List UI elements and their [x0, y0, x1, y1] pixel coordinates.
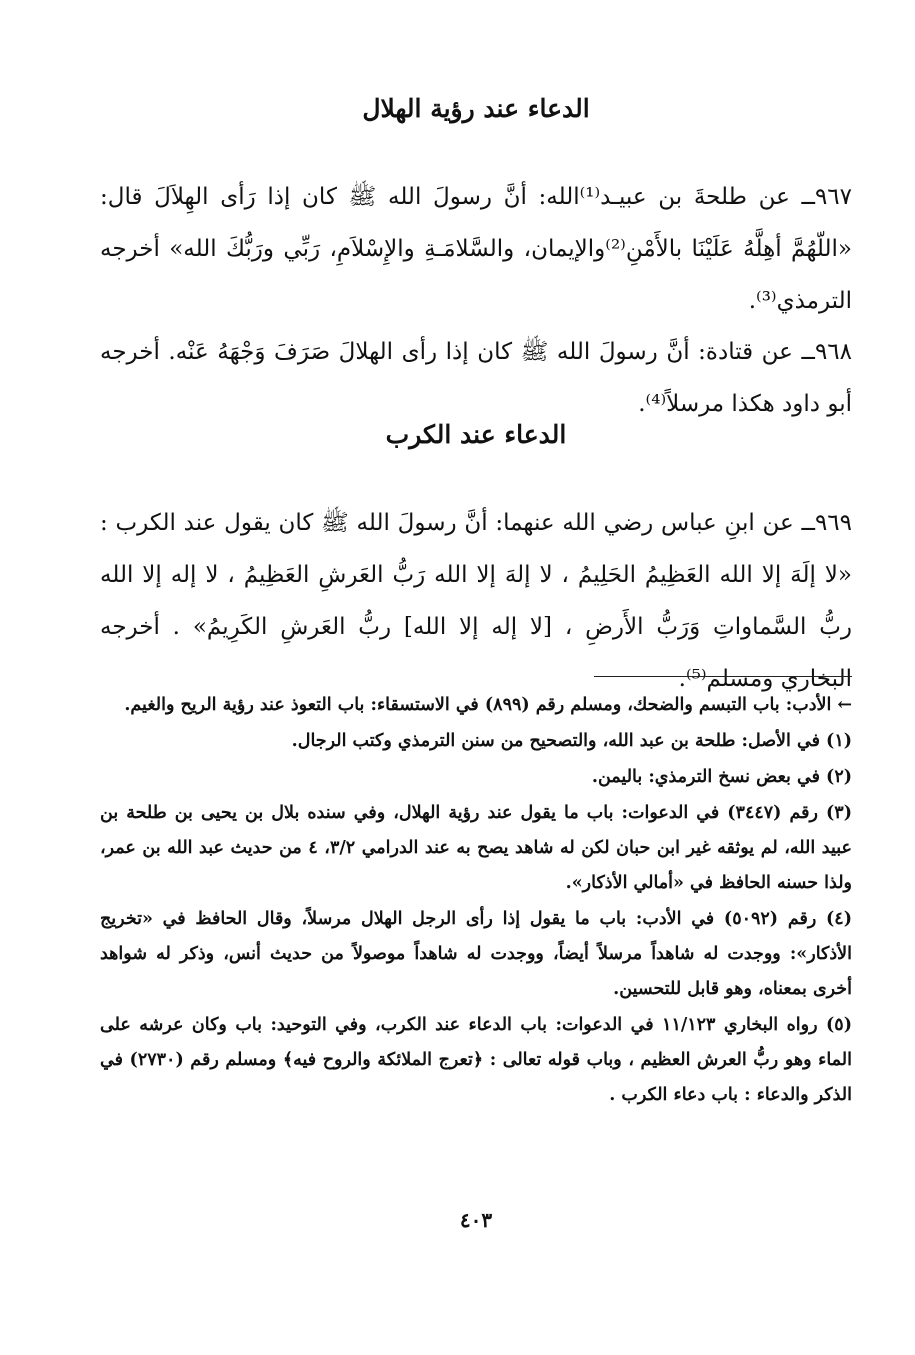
- footnotes: [100, 688, 852, 1114]
- footnote-3: (٣) رقم (٣٤٤٧) في الدعوات: باب ما يقول عند رؤية الهلال، وفي سنده بلال بن يحيى بن طلحة بن عبيد الله، لم يوثقه غير ابن حبان لكن له شاهد يصح به عند الدرامي ٣/٢، ٤ من حديث عبد الله بن عمر، ولذا حسنه الحافظ في «أمالي الأذكار».: [100, 803, 852, 893]
- footnote-continuation: [100, 688, 852, 723]
- footnote-4: (٤) رقم (٥٠٩٢) في الأدب: باب ما يقول إذا رأى الرجل الهلال مرسلاً، وقال الحافظ في «تخريج الأذكار»: ووجدت له شاهداً مرسلاً أيضاً، ووجدت له شاهداً موصولاً من حديث أنس، وذكر له شواهد أخرى بمعناه، وهو قابل للتحسين.: [100, 909, 852, 999]
- section-heading-distress: الدعاء عند الكرب: [385, 420, 567, 449]
- footnote-continuation-text: الأدب: باب التبسم والضحك، ومسلم رقم (٨٩٩) في الاستسقاء: باب التعوذ عند رؤية الريح والغيم.: [124, 695, 832, 715]
- hadith-969: ٩٦٩ــ عن ابنِ عباس رضي الله عنهما: أنَّ رسولَ الله ﷺ كان يقول عند الكرب : «لا إلَهَ إلا الله العَظِيمُ الحَلِيمُ ، لا إلهَ إلا الله رَبُّ العَرشِ العَظِيمُ ، لا إله إلا الله ربُّ السَّماواتِ وَرَبُّ الأَرضِ ، [لا إله إلا الله] ربُّ العَرشِ الكَرِيمُ» . أخرجه البخاري ومسلم⁽⁵⁾.: [100, 510, 852, 692]
- footnote-2: (٢) في بعض نسخ الترمذي: باليمن.: [591, 767, 852, 787]
- footnote-1: (١) في الأصل: طلحة بن عبد الله، والتصحيح من سنن الترمذي وكتب الرجال.: [291, 731, 852, 751]
- footnote-5: (٥) رواه البخاري ١١/١٢٣ في الدعوات: باب الدعاء عند الكرب، وفي التوحيد: باب وكان عرشه على الماء وهو ربُّ العرش العظيم ، وباب قوله تعالى : ﴿تعرج الملائكة والروح فيه﴾ ومسلم رقم (٢٧٣٠) في الذكر والدعاء : باب دعاء الكرب .: [100, 1015, 852, 1105]
- hadith-967: ٩٦٧ــ عن طلحةَ بن عبيـد⁽¹⁾الله: أنَّ رسولَ الله ﷺ كان إذا رَأى الهِلاَلَ قال: «اللّهُمَّ أهِلَّهُ عَلَيْنَا بالأَمْنِ⁽²⁾والإيمان، والسَّلامَـةِ والإِسْلاَمِ، رَبِّي ورَبُّكَ الله» أخرجه الترمذي⁽³⁾.: [100, 184, 853, 314]
- continuation-arrow-icon: ←: [837, 695, 852, 715]
- section-heading-crescent: الدعاء عند رؤية الهلال: [362, 94, 590, 123]
- footnote-separator: [594, 676, 852, 677]
- page-number: ٤٠٣: [459, 1208, 493, 1232]
- hadith-968: ٩٦٨ــ عن قتادة: أنَّ رسولَ الله ﷺ كان إذا رأى الهلالَ صَرَفَ وَجْهَهُ عَنْه. أخرجه أبو داود هكذا مرسلاً⁽⁴⁾.: [100, 339, 852, 417]
